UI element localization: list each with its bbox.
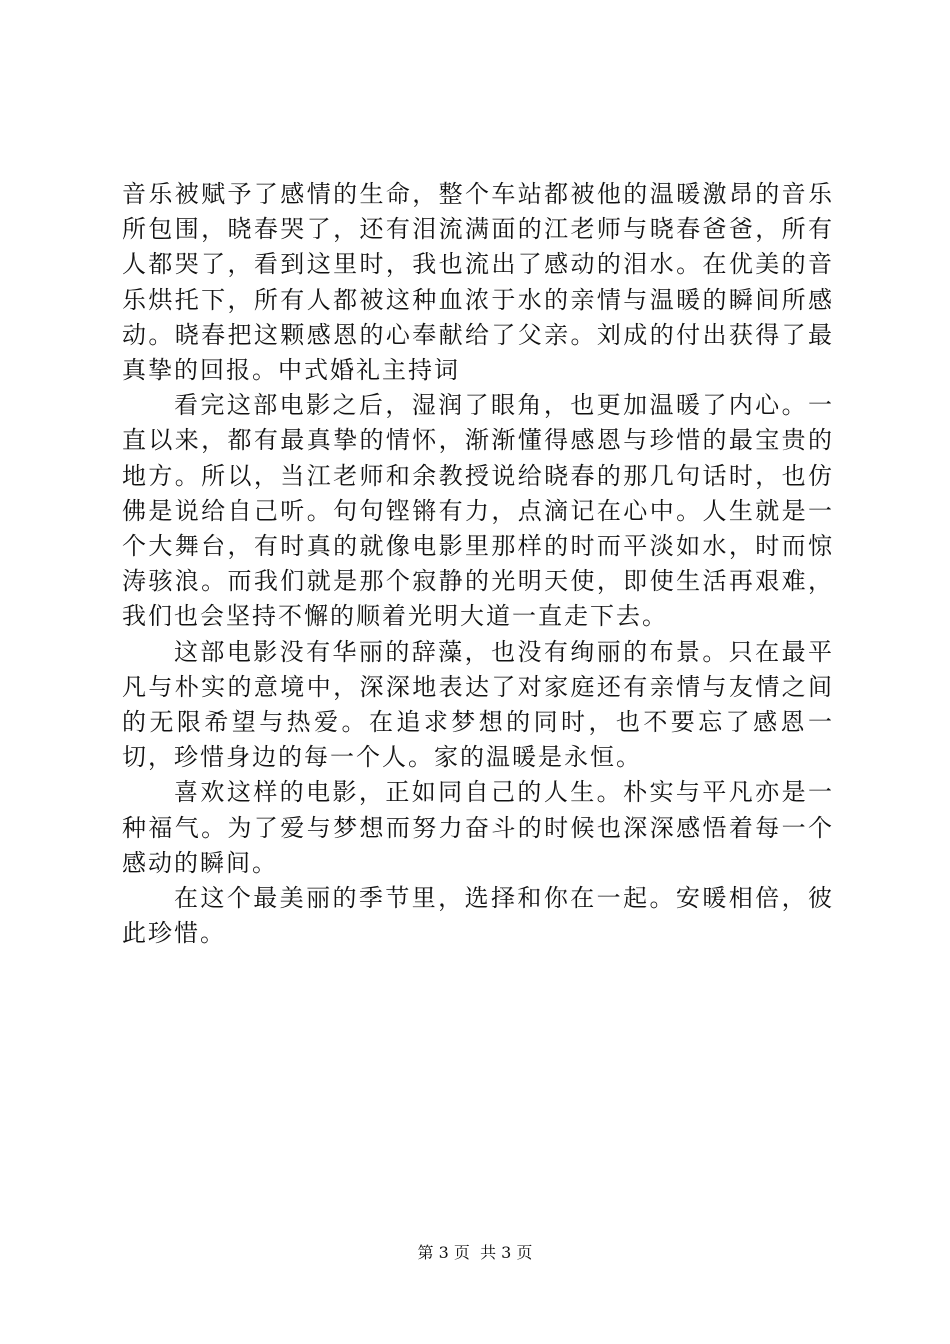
page-number-label: 第 3 页 共 3 页 [417, 1243, 533, 1262]
paragraph-1: 音乐被赋予了感情的生命，整个车站都被他的温暖激昂的音乐所包围，晓春哭了，还有泪流满面的江老师与晓春爸爸，所有人都哭了，看到这里时，我也流出了感动的泪水。在优美的音乐烘托下，所有人都被这种血浓于水的亲情与温暖的瞬间所感动。晓春把这颗感恩的心奉献给了父亲。刘成的付出获得了最真挚的回报。中式婚礼主持词 [122, 180, 834, 385]
paragraph-2: 看完这部电影之后，湿润了眼角，也更加温暖了内心。一直以来，都有最真挚的情怀，渐渐懂得感恩与珍惜的最宝贵的地方。所以，当江老师和余教授说给晓春的那几句话时，也仿佛是说给自己听。句句铿锵有力，点滴记在心中。人生就是一个大舞台，有时真的就像电影里那样的时而平淡如水，时而惊涛骇浪。而我们就是那个寂静的光明天使，即使生活再艰难，我们也会坚持不懈的顺着光明大道一直走下去。 [122, 391, 834, 631]
paragraph-3: 这部电影没有华丽的辞藻，也没有绚丽的布景。只在最平凡与朴实的意境中，深深地表达了对家庭还有亲情与友情之间的无限希望与热爱。在追求梦想的同时，也不要忘了感恩一切，珍惜身边的每一个人。家的温暖是永恒。 [122, 637, 834, 772]
paragraph-4: 喜欢这样的电影，正如同自己的人生。朴实与平凡亦是一种福气。为了爱与梦想而努力奋斗的时候也深深感悟着每一个感动的瞬间。 [122, 778, 834, 877]
paragraph-5: 在这个最美丽的季节里，选择和你在一起。安暖相倍，彼此珍惜。 [122, 884, 834, 948]
page-footer [0, 1243, 950, 1263]
document-body [122, 177, 834, 951]
